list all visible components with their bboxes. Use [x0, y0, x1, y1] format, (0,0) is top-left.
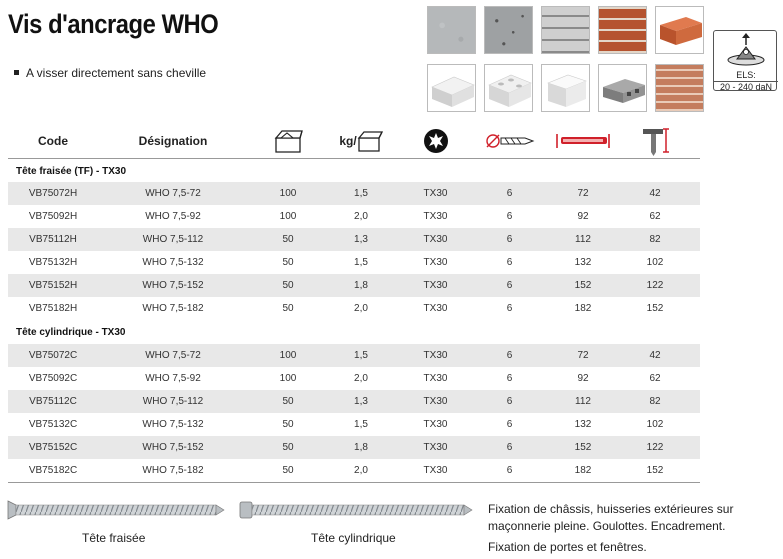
cell-designation: WHO 7,5-92	[145, 373, 201, 384]
table-row	[8, 228, 700, 251]
cell-length: 152	[574, 280, 592, 291]
cell-code: VB75182C	[28, 465, 78, 476]
cell-qty: 50	[282, 234, 294, 245]
cell-length: 92	[577, 373, 589, 384]
screw-length-icon	[553, 124, 613, 158]
cell-length: 132	[574, 257, 592, 268]
cell-kg: 2,0	[354, 373, 368, 384]
cell-kg: 2,0	[354, 465, 368, 476]
cell-kg: 2,0	[354, 211, 368, 222]
cell-designation: WHO 7,5-112	[142, 234, 204, 245]
cell-fix: 122	[646, 442, 664, 453]
cell-qty: 50	[282, 442, 294, 453]
cell-tx: TX30	[423, 188, 448, 199]
cell-designation: WHO 7,5-132	[142, 257, 204, 268]
porous-concrete-material-image	[484, 6, 533, 54]
cellular-block-material-image	[427, 64, 476, 112]
cell-designation: WHO 7,5-152	[142, 442, 204, 453]
cell-tx: TX30	[423, 373, 448, 384]
cell-drill: 6	[506, 419, 513, 430]
cell-qty: 50	[282, 280, 294, 291]
table-body-countersunk	[8, 182, 700, 320]
cell-tx: TX30	[423, 442, 448, 453]
cell-code: VB75072H	[28, 188, 78, 199]
els-range: 20 - 240 daN	[714, 81, 778, 92]
cell-length: 132	[574, 419, 592, 430]
cell-qty: 50	[282, 257, 294, 268]
grey-hollow-block-material-image	[598, 64, 647, 112]
cell-tx: TX30	[423, 280, 448, 291]
cell-code: VB75152H	[28, 280, 78, 291]
cell-designation: WHO 7,5-182	[142, 303, 204, 314]
cylindrical-screw-image	[240, 502, 472, 518]
header-designation-label: Désignation	[138, 134, 208, 148]
cell-qty: 100	[279, 188, 297, 199]
header-designation	[118, 124, 228, 158]
cell-length: 112	[575, 396, 591, 407]
cell-qty: 50	[282, 303, 294, 314]
table-row	[8, 436, 700, 459]
cell-tx: TX30	[423, 211, 448, 222]
table-row	[8, 367, 700, 390]
brick-wall-material-image	[598, 6, 647, 54]
cell-code: VB75132C	[28, 419, 78, 430]
cell-qty: 50	[282, 465, 294, 476]
cell-kg: 1,3	[354, 396, 368, 407]
cell-kg: 2,0	[354, 303, 368, 314]
cell-drill: 6	[506, 303, 513, 314]
cell-drill: 6	[506, 234, 513, 245]
countersunk-screw-image	[8, 501, 224, 519]
cell-code: VB75072C	[28, 350, 78, 361]
description	[488, 501, 778, 559]
cell-fix: 42	[649, 350, 661, 361]
cell-fix: 62	[649, 373, 661, 384]
bullet-icon	[14, 70, 19, 75]
box-icon	[263, 124, 313, 158]
cell-tx: TX30	[423, 303, 448, 314]
hollow-block-material-image	[484, 64, 533, 112]
cell-code: VB75182H	[28, 303, 78, 314]
cell-drill: 6	[506, 396, 513, 407]
cell-fix: 82	[649, 234, 661, 245]
pullout-load-box	[713, 30, 777, 91]
cell-designation: WHO 7,5-182	[142, 465, 204, 476]
description-line-2: Fixation de portes et fenêtres.	[488, 540, 647, 554]
cell-fix: 122	[646, 280, 664, 291]
cell-fix: 62	[649, 211, 661, 222]
caption-cylindrical: Tête cylindrique	[311, 531, 396, 545]
table-bottom-divider	[8, 482, 700, 483]
cell-fix: 102	[646, 419, 664, 430]
table-row	[8, 274, 700, 297]
table-header	[8, 124, 700, 158]
table-body-cylindrical	[8, 344, 700, 482]
cell-kg: 1,5	[354, 350, 368, 361]
weight-box-icon	[357, 129, 383, 153]
cell-designation: WHO 7,5-132	[142, 419, 204, 430]
table-row	[8, 344, 700, 367]
table-row	[8, 390, 700, 413]
cell-designation: WHO 7,5-92	[145, 211, 201, 222]
page-title: Vis d'ancrage WHO	[8, 9, 219, 39]
cell-tx: TX30	[423, 257, 448, 268]
cell-kg: 1,5	[354, 419, 368, 430]
cell-code: VB75132H	[28, 257, 78, 268]
cell-drill: 6	[506, 188, 513, 199]
header-divider	[8, 158, 700, 159]
header-code-label: Code	[38, 134, 68, 148]
caption-countersunk: Tête fraisée	[82, 531, 146, 545]
cell-length: 112	[575, 234, 591, 245]
table-row	[8, 459, 700, 482]
fixing-thickness-icon	[630, 124, 680, 158]
table-row	[8, 413, 700, 436]
solid-brick-material-image	[655, 6, 704, 54]
cell-fix: 152	[646, 465, 664, 476]
subtitle-text: A visser directement sans cheville	[26, 66, 207, 80]
cell-length: 182	[574, 465, 592, 476]
cell-drill: 6	[506, 465, 513, 476]
cell-fix: 42	[649, 188, 661, 199]
cell-qty: 100	[279, 373, 297, 384]
cell-qty: 100	[279, 211, 297, 222]
cell-qty: 50	[282, 419, 294, 430]
cell-kg: 1,8	[354, 442, 368, 453]
cell-code: VB75112C	[29, 396, 77, 407]
section-title-cylindrical: Tête cylindrique - TX30	[16, 327, 126, 338]
concrete-material-image	[427, 6, 476, 54]
cell-tx: TX30	[423, 465, 448, 476]
table-row	[8, 205, 700, 228]
cell-drill: 6	[506, 280, 513, 291]
cell-fix: 102	[646, 257, 664, 268]
cell-code: VB75092H	[28, 211, 78, 222]
cell-length: 152	[574, 442, 592, 453]
cell-drill: 6	[506, 350, 513, 361]
cell-kg: 1,5	[354, 188, 368, 199]
description-line-1: Fixation de châssis, huisseries extérieures sur maçonnerie pleine. Goulottes. Encadrement.	[488, 502, 734, 533]
table-row	[8, 182, 700, 205]
pullout-load-icon	[714, 31, 778, 71]
cell-tx: TX30	[423, 396, 448, 407]
cell-tx: TX30	[423, 234, 448, 245]
cell-tx: TX30	[423, 419, 448, 430]
cell-length: 72	[577, 188, 589, 199]
header-code	[18, 124, 88, 158]
els-label	[714, 70, 778, 92]
els-title: ELS:	[736, 70, 756, 80]
cell-length: 92	[577, 211, 589, 222]
table-row	[8, 297, 700, 320]
subtitle	[14, 66, 206, 80]
header-kg-label: kg/	[339, 134, 357, 148]
drill-diameter-icon	[482, 124, 537, 158]
screw-images	[6, 498, 476, 524]
cell-code: VB75152C	[28, 442, 78, 453]
cell-drill: 6	[506, 373, 513, 384]
material-grid	[427, 6, 707, 114]
cell-code: VB75112H	[29, 234, 77, 245]
torx-icon	[413, 124, 458, 158]
cell-designation: WHO 7,5-72	[145, 188, 201, 199]
white-block-material-image	[541, 64, 590, 112]
header-weight	[326, 124, 396, 158]
cell-qty: 100	[279, 350, 297, 361]
cell-designation: WHO 7,5-112	[142, 396, 204, 407]
cell-fix: 152	[646, 303, 664, 314]
stone-wall-material-image	[541, 6, 590, 54]
cell-drill: 6	[506, 211, 513, 222]
cell-code: VB75092C	[28, 373, 78, 384]
cell-kg: 1,8	[354, 280, 368, 291]
cell-designation: WHO 7,5-152	[142, 280, 204, 291]
cell-designation: WHO 7,5-72	[145, 350, 201, 361]
cell-kg: 1,3	[354, 234, 368, 245]
cell-drill: 6	[506, 442, 513, 453]
cell-length: 182	[574, 303, 592, 314]
cell-kg: 1,5	[354, 257, 368, 268]
section-title-countersunk: Tête fraisée (TF) - TX30	[16, 166, 127, 177]
cell-qty: 50	[282, 396, 294, 407]
red-brick-texture-image	[655, 64, 704, 112]
cell-fix: 82	[649, 396, 661, 407]
table-row	[8, 251, 700, 274]
cell-length: 72	[577, 350, 589, 361]
cell-tx: TX30	[423, 350, 448, 361]
cell-drill: 6	[506, 257, 513, 268]
